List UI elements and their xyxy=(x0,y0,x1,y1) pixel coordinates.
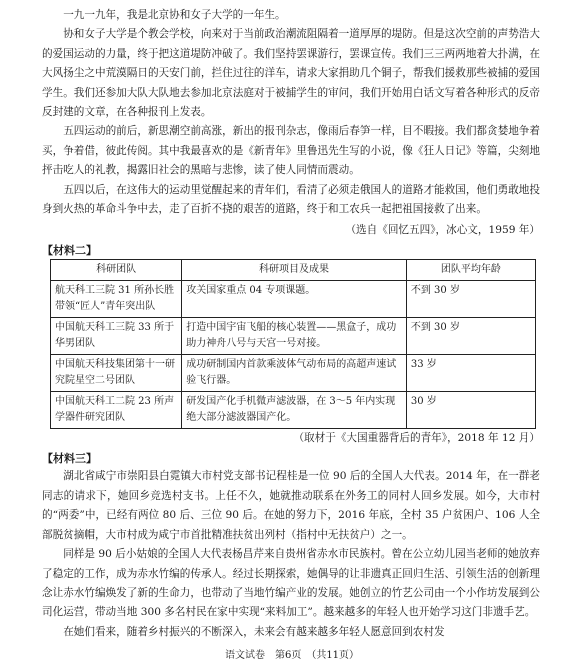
table-cell: 中国航天科工二院 23 所声学器件研究团队 xyxy=(51,392,182,429)
table-row xyxy=(51,392,536,429)
table-cell: 研发国产化手机微声滤波器，在 3～5 年内实现绝大部分滤波器国产化。 xyxy=(182,392,407,429)
paragraph: 五四以后，在这伟大的运动里觉醒起来的青年们，看清了必须走俄国人的道路才能救国，他们勇敢地投身到火热的革命斗争中去，走了百折不挠的艰苦的道路，终于和工农兵一起把祖国接救了出来。 xyxy=(42,183,540,216)
table-header-row xyxy=(51,260,536,281)
research-team-table xyxy=(50,259,536,429)
column-header: 科研项目及成果 xyxy=(182,260,407,281)
paragraph: 在她们看来，随着乡村振兴的不断深入，未来会有越来越多年轻人愿意回到农村发 xyxy=(63,625,445,638)
page-footer: 语文试卷 第6页 （共11页） xyxy=(224,650,360,661)
paragraph: 同样是 90 后小姑娘的全国人大代表杨昌芹来自贵州省赤水市民族村。曾在公立幼儿园当老师的她放弃了稳定的工作，成为赤水竹编的传承人。经过长期探索，她偶导的让非遗真正回归生活、引领生活的创新理念让赤水竹编焕发了新的生命力，也带动了当地竹编产业的发展。她创立的竹艺公司由一个小作坊发展到公司化运营，带动当地 300 多名村民在家中实现“来料加工”。越来越多的年轻人也开始学习这门非遗手艺。 xyxy=(42,548,540,619)
column-header: 科研团队 xyxy=(51,260,182,281)
paragraph: 协和女子大学是个教会学校，向来对于当前政治潮流阻隔着一道厚厚的堤防。但是这次空前的声势浩大的爱国运动的力量，终于把这道堤防冲破了。我们坚持罢课游行，罢课宣传。我们三三两两地着大扑满，在大风扬尘之中荒漠隔日的天安门前，拦住过往的洋车，请求大家捐助几个铜子，帮我们援救那些被捕的爱国学生。我们还参加大队大队地去参加北京法庭对于被捕学生的审问，我们开始用白话文写着各种形式的反帝反封建的文章，在各种报刊上发表。 xyxy=(42,28,540,119)
table-cell: 30 岁 xyxy=(406,392,535,429)
source-citation: （取材于《大国重器背后的青年》，2018 年 12 月） xyxy=(293,432,540,445)
table-row xyxy=(51,318,536,355)
table-row xyxy=(51,281,536,318)
table-cell: 中国航天科技集团第十一研究院星空二号团队 xyxy=(51,355,182,392)
table-cell: 攻关国家重点 04 专项课题。 xyxy=(182,281,407,318)
table-row xyxy=(51,355,536,392)
material-heading: 【材料二】 xyxy=(42,244,97,258)
table-cell: 中国航天科工三院 33 所于华男团队 xyxy=(51,318,182,355)
table-cell: 不到 30 岁 xyxy=(406,318,535,355)
table-cell: 33 岁 xyxy=(406,355,535,392)
table-cell: 不到 30 岁 xyxy=(406,281,535,318)
source-citation: （选自《回忆五四》，冰心文，1959 年） xyxy=(345,224,540,237)
table-cell: 成功研制国内首款乘波体气动布局的高超声速试验飞行器。 xyxy=(182,355,407,392)
paragraph: 五四运动的前后，新思潮空前高涨，新出的报刊杂志，像雨后春笋一样，目不暇接。我们都贪婪地争着买，争着借，彼此传阅。其中我最喜欢的是《新青年》里鲁迅先生写的小说，像《狂人日记》等篇，尖刻地抨击吃人的礼教，揭露旧社会的黑暗与悲惨，读了使人同情而震动。 xyxy=(42,125,540,177)
column-header: 团队平均年龄 xyxy=(406,260,535,281)
paragraph: 湖北省咸宁市崇阳县白霓镇大市村党支部书记程桂是一位 90 后的全国人大代表。2014 年，在一群老同志的请求下，她回乡竞选村支书。上任不久，她就推动联系在外务工的同村人回乡发展。如今，大市村的“两委”中，已经有两位 80 后、三位 90 后。在她的努力下，2016 年底，全村 35 户贫困户、106 人全部脱贫摘帽，大市村成为咸宁市首批精准扶贫出列村（指村中无扶贫户）之一。 xyxy=(42,470,540,541)
table-cell: 打造中国宇宙飞船的核心装置——黑盒子，成功助力神舟八号与天宫一号对接。 xyxy=(182,318,407,355)
paragraph: 一九一九年，我是北京协和女子大学的一年生。 xyxy=(63,9,286,21)
table-cell: 航天科工三院 31 所孙长胜带领“匠人”青年突出队 xyxy=(51,281,182,318)
material-heading: 【材料三】 xyxy=(42,452,97,466)
